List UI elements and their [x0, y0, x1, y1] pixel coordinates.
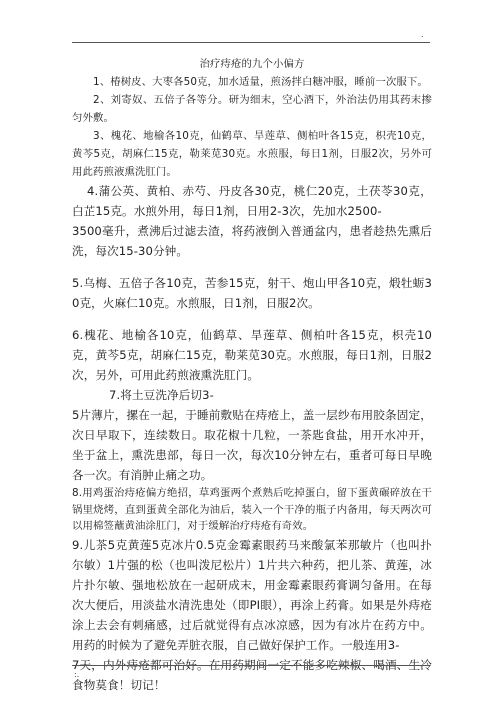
- header-mark: .: [421, 30, 424, 39]
- paragraph-9a: 9.儿茶5克黄莲5克冰片0.5克金霉素眼药马来酸氯苯那敏片（也叫扑尔敏）1片强的松（也叫泼尼松片）1片共六种药，把儿茶、黄莲，冰片扑尔敏、强地松放在一起研成末，用金霉素眼药膏调匀备用。在每次大便后，用淡盐水清洗患处（即PI眼），再涂上药膏。如果是外痔疮涂上去会有刺痛感，过后就觉得有点冰凉感，因为有冰片在药方中。用药的时候为了避免弄脏衣服，自己做好保护工作。一般连用3-: [72, 537, 432, 652]
- paragraph-4b: 3500毫升，煮沸后过滤去渣，将药液倒入普通盆内，患者趁热先熏后洗，每次15-30分钟。: [72, 224, 432, 258]
- paragraph-9b: 7天，内外痔疮都可治好。在用药期间一定不能多吃辣椒、喝酒、生冷食物莫食！切记！: [72, 657, 432, 692]
- spacer: [72, 261, 432, 273]
- paragraph-4a: 4.蒲公英、黄柏、赤芍、丹皮各30克，桃仁20克，土茯苓30克，白芷15克。水煎外用，每日1剂，日用2-3次，先加水2500-: [72, 184, 432, 218]
- document-title: 治疗痔疮的九个小偏方: [199, 58, 305, 70]
- paragraph-6: 6.槐花、地榆各10克，仙鹤草、旱莲草、侧柏叶各15克，枳壳10克，黄芩5克，胡麻仁15克，勒莱苋30克。水煎服，每日1剂，日服2次，另外，可用此药煎液熏洗肛门。: [72, 328, 432, 382]
- header-rule: [72, 42, 430, 43]
- paragraph-8: 8.用鸡蛋治痔疮偏方绝招，草鸡蛋两个煮熟后吃掉蛋白，留下蛋黄碾碎放在干锅里烧烤，直到蛋黄全部化为油后，装入一个干净的瓶子内备用，每天两次可以用棉签蘸黄油涂肛门，对于缓解治疗痔疮有奇效。: [72, 487, 432, 532]
- spacer: [72, 313, 432, 325]
- paragraph-2: 2、刘寄奴、五倍子各等分。研为细末，空心酒下，外治法仍用其药末掺匀外敷。: [72, 94, 432, 124]
- document-body: [72, 55, 432, 695]
- paragraph-7b: 5片薄片，摞在一起，于睡前敷贴在痔疮上，盖一层纱布用胶条固定，次日早取下，连续数日。取花椒十几粒，一茶匙食盐，用开水冲开，坐于盆上，熏洗患部，每日一次，每次10分钟左右，重者可每日早晚各一次。有消肿止痛之功。: [72, 408, 432, 482]
- footer-rule: [72, 665, 430, 666]
- paragraph-1: 1、椿树皮、大枣各50克，加水适量，煎汤拌白糖冲服，睡前一次服下。: [93, 76, 428, 88]
- footer-mark: :.: [74, 670, 80, 679]
- paragraph-3: 3、槐花、地榆各10克，仙鹤草、旱莲草、侧柏叶各15克，枳壳10克，黄芩5克，胡麻仁15克，勒莱苋30克。水煎服，每日1剂，日服2次，另外可用此药煎液熏洗肛门。: [72, 130, 432, 178]
- paragraph-5: 5.乌梅、五倍子各10克，苦参15克，射干、炮山甲各10克，煅牡蛎30克，火麻仁10克。水煎服，日1剂，日服2次。: [72, 276, 432, 310]
- paragraph-7a: 7.将土豆洗净后切3-: [109, 388, 214, 402]
